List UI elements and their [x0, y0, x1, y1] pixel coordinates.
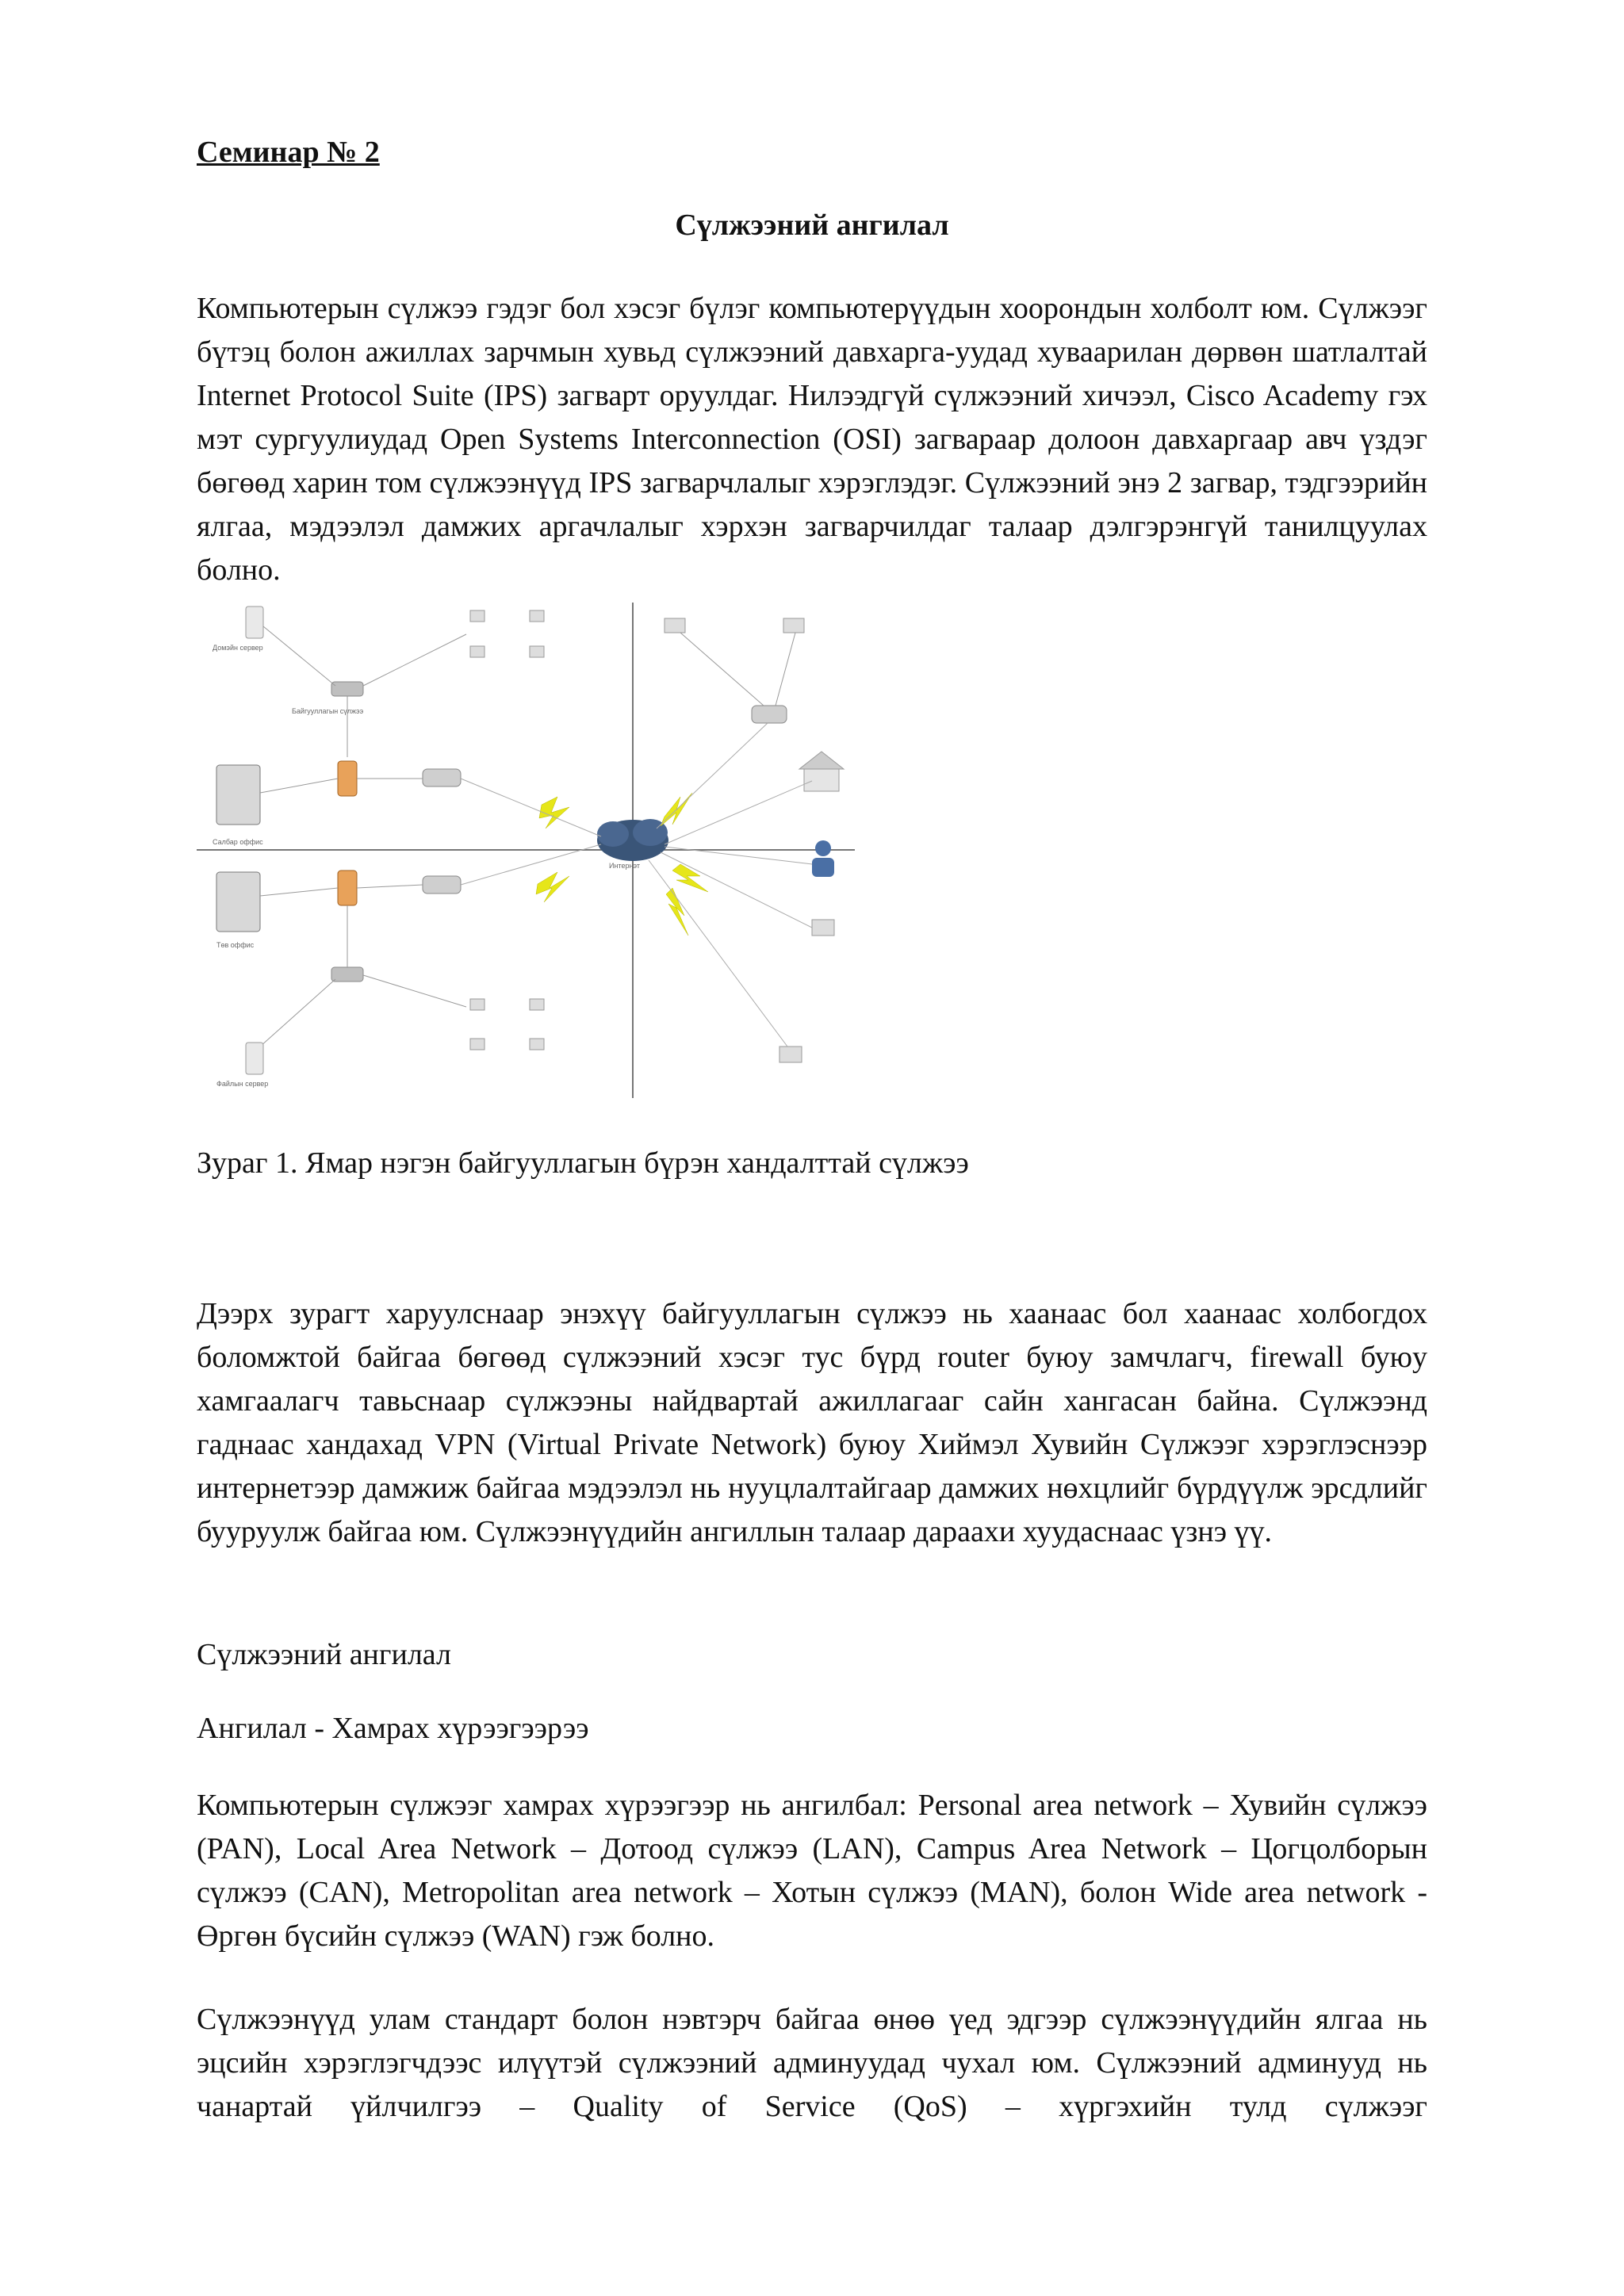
server-icon: [216, 1043, 268, 1088]
firewall-icon: [338, 871, 357, 905]
network-paragraph: Дээрх зурагт харуулснаар энэхүү байгууллагын сүлжээ нь хаанаас бол хаанаас холбогдох боломжтой байгаа бөгөөд сүлжээний хэсэг тус бүрд router буюу замчлагч, firewall буюу хамгаалагч тавьснаар сүлжээны найдвартай ажиллагааг сайн хангасан байна. Сүлжээнд гаднаас хандахад VPN (Virtual Private Network) буюу Хиймэл Хувийн Сүлжээг хэрэглэснээр интернетээр дамжиж байгаа мэдээлэл нь нууцлалтайгаар дамжих нөхцлийг бүрдүүлж эрсдлийг бууруулж байгаа юм. Сүлжээнүүдийн ангиллын талаар дараахи хуудаснаас үзнэ үү.: [197, 1297, 1427, 1548]
house-icon: [799, 752, 844, 791]
scope-block: [197, 1784, 1427, 1958]
standards-paragraph: Сүлжээнүүд улам стандарт болон нэвтэрч байгаа өнөө үед эдгээр сүлжээнүүдийн ялгаа нь эцсийн хэрэглэгчдээс илүүтэй сүлжээний админуудад чухал юм. Сүлжээний админууд нь чанартай үйлчилгээ – Quality of Service (QoS) – хүргэхийн тулд сүлжээг: [197, 2003, 1427, 2123]
svg-text:Файлын сервер: Файлын сервер: [216, 1080, 269, 1088]
svg-text:Интернэт: Интернэт: [609, 862, 640, 870]
server-icon: [213, 765, 263, 846]
intro-block: [197, 287, 1427, 592]
intro-paragraph: Компьютерын сүлжээ гэдэг бол хэсэг бүлэг компьютерүүдын хоорондын холболт юм. Сүлжээг бүтэц болон ажиллах зарчмын хувьд сүлжээний давхарга-уудад хуваарилан дөрвөн шатлалтай Internet Protocol Suite (IPS) загварт оруулдаг. Нилээдгүй сүлжээний хичээл, Cisco Academy гэх мэт сургуулиудад Open Systems Interconnection (OSI) загвараар долоон давхаргаар авч үздэг бөгөөд харин том сүлжээнүүд IPS загварчлалыг хэрэглэдэг. Сүлжээний энэ 2 загвар, тэдгээрийн ялгаа, мэдээлэл дамжих аргачлалыг хэрхэн загварчилдаг талаар дэлгэрэнгүй танилцуулах болно.: [197, 292, 1427, 587]
laptop-icon: [665, 618, 804, 633]
firewall-icon: [338, 761, 357, 796]
switch-icon: [292, 682, 364, 715]
cloud-icon: [597, 819, 668, 870]
switch-icon: [331, 967, 363, 982]
figure-caption: Зураг 1. Ямар нэгэн байгууллагын бүрэн хандалттай сүлжээ: [197, 1146, 969, 1180]
network-diagram: [197, 603, 855, 1098]
svg-text:Домэйн сервер: Домэйн сервер: [213, 644, 263, 652]
laptop-icon: [812, 920, 834, 936]
section-heading: Сүлжээний ангилал: [197, 1638, 451, 1671]
computer-icon: [470, 999, 544, 1050]
router-icon: [423, 876, 461, 894]
router-icon: [423, 769, 461, 786]
network-diagram-svg: [197, 603, 855, 1098]
user-icon: [812, 840, 834, 877]
subsection-heading: Ангилал - Хамрах хүрээгээрээ: [197, 1712, 589, 1745]
page-title: Сүлжээний ангилал: [675, 209, 949, 242]
scope-paragraph: Компьютерын сүлжээг хамрах хүрээгээр нь ангилбал: Personal area network – Хувийн сүлжээ (PAN), Local Area Network – Дотоод сүлжээ (LAN), Campus Area Network – Цогцолборын сүлжээ (CAN), Metropolitan area network – Хотын сүлжээ (MAN), болон Wide area network - Өргөн бүсийн сүлжээ (WAN) гэж болно.: [197, 1789, 1427, 1953]
router-icon: [752, 706, 787, 723]
svg-text:Салбар оффис: Салбар оффис: [213, 838, 263, 846]
computer-icon: [470, 610, 544, 657]
server-icon: [216, 872, 260, 949]
svg-text:Төв оффис: Төв оффис: [216, 941, 255, 949]
seminar-label: Семинар № 2: [197, 136, 380, 169]
svg-text:Байгууллагын сүлжээ: Байгууллагын сүлжээ: [292, 707, 364, 715]
laptop-icon: [779, 1047, 802, 1062]
server-icon: [213, 607, 263, 652]
network-block: [197, 1292, 1427, 1554]
standards-block: [197, 1998, 1427, 2129]
